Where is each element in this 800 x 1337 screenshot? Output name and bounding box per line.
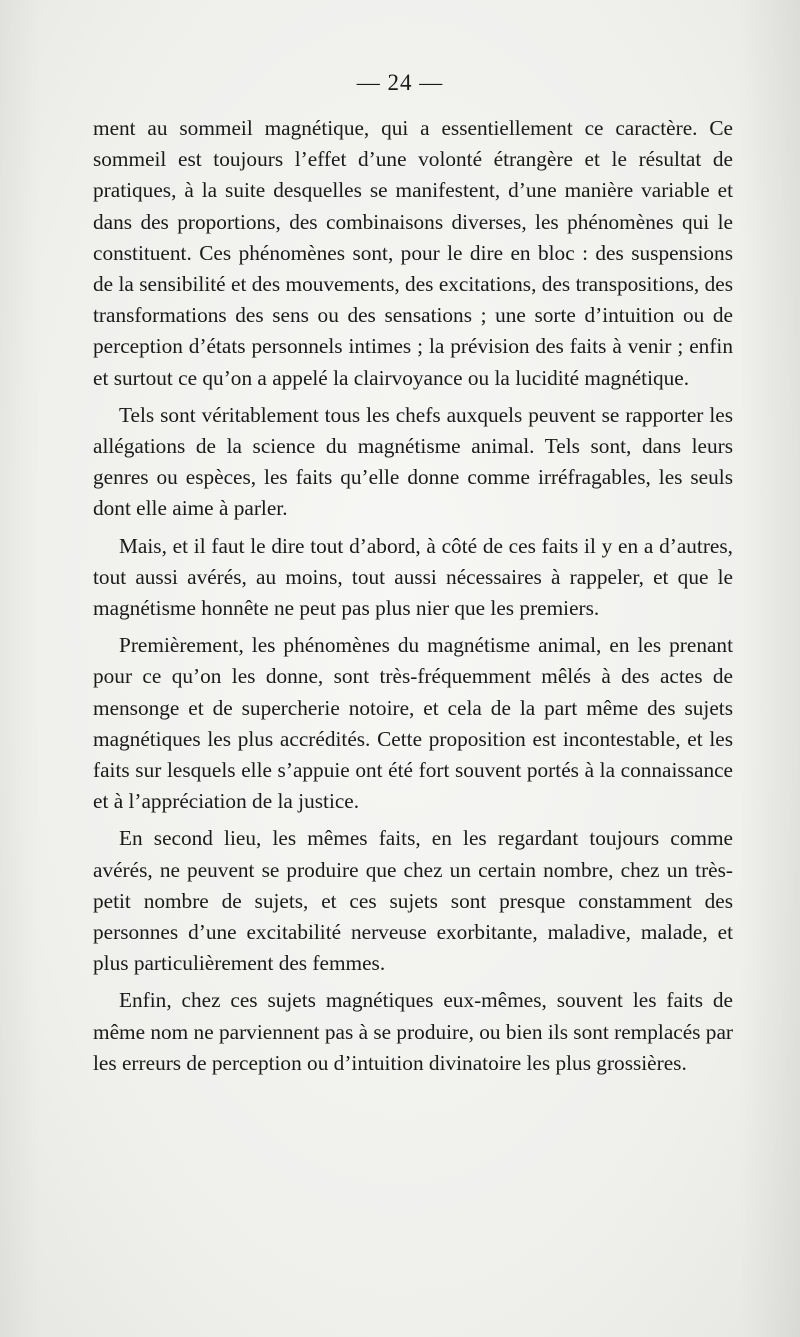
- paragraph: En second lieu, les mêmes faits, en les regardant toujours comme avérés, ne peuvent se produire que chez un certain nombre, chez un très-petit nombre de sujets, et ces sujets sont presque constamment des personnes d’une excitabilité nerveuse exorbitante, maladive, malade, et plus particulièrement des femmes.: [93, 826, 733, 976]
- page-edge-shadow: [740, 0, 800, 1337]
- page-body: [93, 113, 733, 1079]
- paragraph-continued: ment au sommeil magnétique, qui a essentiellement ce caractère. Ce sommeil est toujours l’effet d’une volonté étrangère et le résultat de pratiques, à la suite desquelles se manifestent, d’une manière variable et dans des proportions, des combinaisons diverses, les phénomènes qui le constituent. Ces phénomènes sont, pour le dire en bloc : des suspensions de la sensibilité et des mouvements, des excitations, des transpositions, des transformations des sens ou des sensations ; une sorte d’intuition ou de perception d’états personnels intimes ; la prévision des faits à venir ; enfin et surtout ce qu’on a appelé la clairvoyance ou la lucidité magnétique.: [93, 116, 733, 390]
- paragraph: Tels sont véritablement tous les chefs auxquels peuvent se rapporter les allégations de la science du magnétisme animal. Tels sont, dans leurs genres ou espèces, les faits qu’elle donne comme irréfragables, les seuls dont elle aime à parler.: [93, 402, 733, 521]
- paragraph: Mais, et il faut le dire tout d’abord, à côté de ces faits il y en a d’autres, tout aussi avérés, au moins, tout aussi nécessaires à rappeler, et que le magnétisme honnête ne peut pas plus nier que les premiers.: [93, 533, 733, 621]
- paragraph: Premièrement, les phénomènes du magnétisme animal, en les prenant pour ce qu’on les donne, sont très-fréquemment mêlés à des actes de mensonge et de supercherie notoire, et cela de la part même des sujets magnétiques les plus accrédités. Cette proposition est incontestable, et les faits sur lesquels elle s’appuie ont été fort souvent portés à la connaissance et à l’appréciation de la justice.: [93, 633, 733, 814]
- page-number: — 24 —: [356, 70, 444, 95]
- page-gutter-shadow: [0, 0, 40, 1337]
- paragraph: Enfin, chez ces sujets magnétiques eux-mêmes, souvent les faits de même nom ne parviennent pas à se produire, ou bien ils sont remplacés par les erreurs de perception ou d’intuition divinatoire les plus grossières.: [93, 988, 733, 1075]
